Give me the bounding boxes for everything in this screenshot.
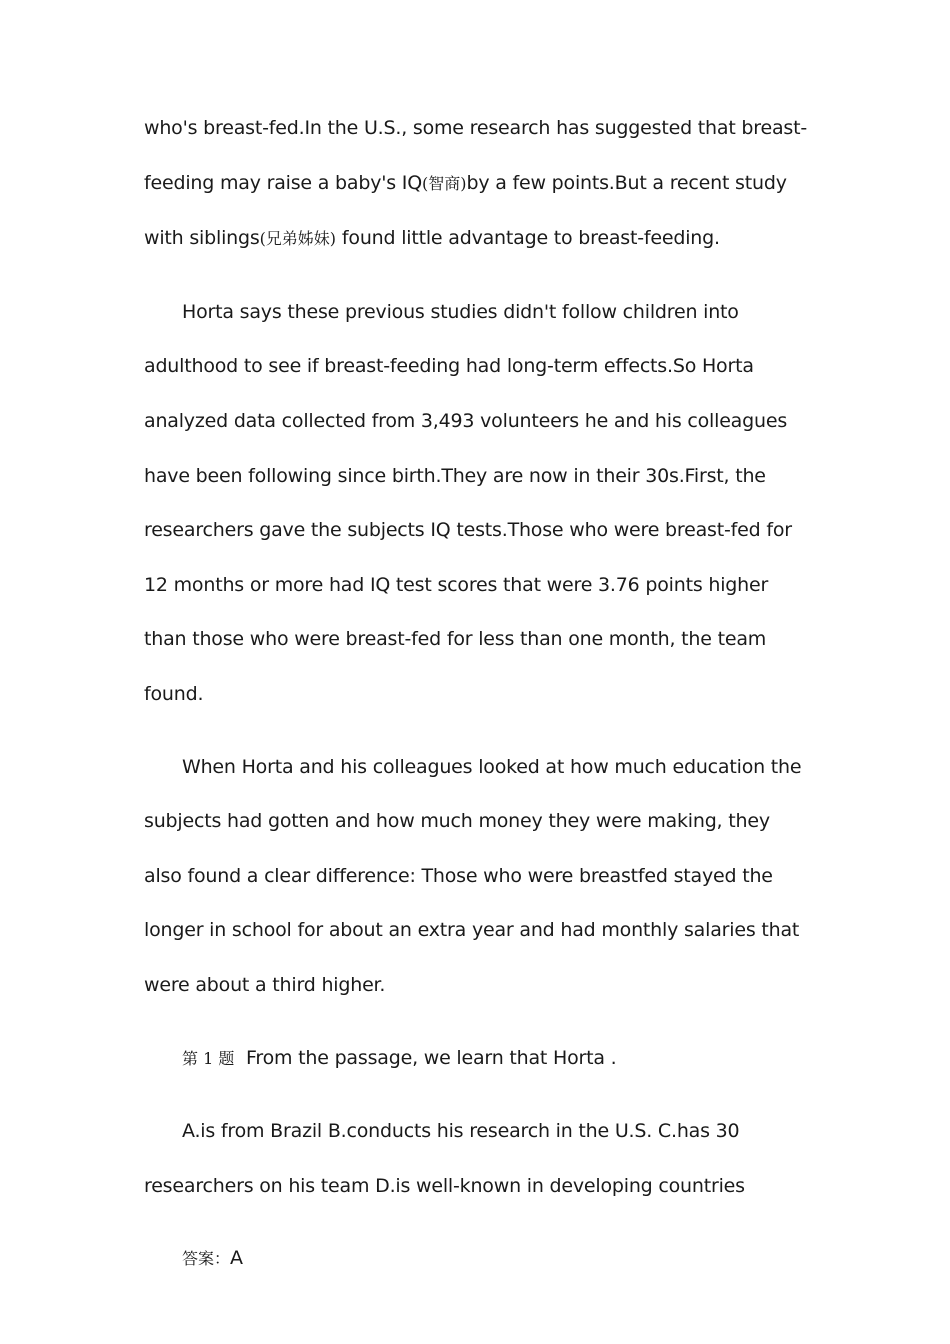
text-run: When Horta and his colleagues looked at how much education the subjects had gotten and how much money they were making, they also found a clear difference: Those who were breastfed stayed the longer in school for about an extra year and had monthly salaries that were about a third higher.: [144, 755, 802, 996]
text-run: Horta says these previous studies didn't follow children into adulthood to see if breast-feeding had long-term effects.So Horta analyzed data collected from 3,493 volunteers he and his colleagues have been following since birth.They are now in their 30s.First, the researchers gave the subjects IQ tests.Those who were breast-fed for 12 months or more had IQ test scores that were 3.76 points higher than those who were breast-fed for less than one month, the team found.: [144, 300, 792, 705]
document-page: [144, 101, 812, 1305]
paragraph-horta-study: [144, 285, 812, 722]
question-text: From the passage, we learn that Horta .: [234, 1046, 617, 1069]
text-run: by a few points.But a recent study with siblings: [144, 171, 787, 250]
paragraph-education-income: [144, 740, 812, 1013]
paragraph-intro: [144, 101, 812, 267]
answer-label: 答案：: [182, 1249, 231, 1269]
question-options: [144, 1104, 812, 1213]
cjk-annotation: (兄弟姊妹): [259, 229, 337, 249]
question-1: [144, 1031, 812, 1087]
options-text: A.is from Brazil B.conducts his research in the U.S. C.has 30 researchers on his team D.is well-known in developing countries: [144, 1120, 745, 1197]
answer-value: A: [230, 1247, 243, 1270]
text-run: who's breast-fed.In the U.S., some research has suggested that breast-feeding may raise a baby's IQ: [144, 117, 807, 194]
question-number: 第 1 题: [182, 1048, 235, 1068]
text-run: found little advantage to breast-feeding.: [336, 227, 720, 250]
answer-line: [144, 1231, 812, 1287]
cjk-annotation: (智商): [421, 173, 467, 193]
